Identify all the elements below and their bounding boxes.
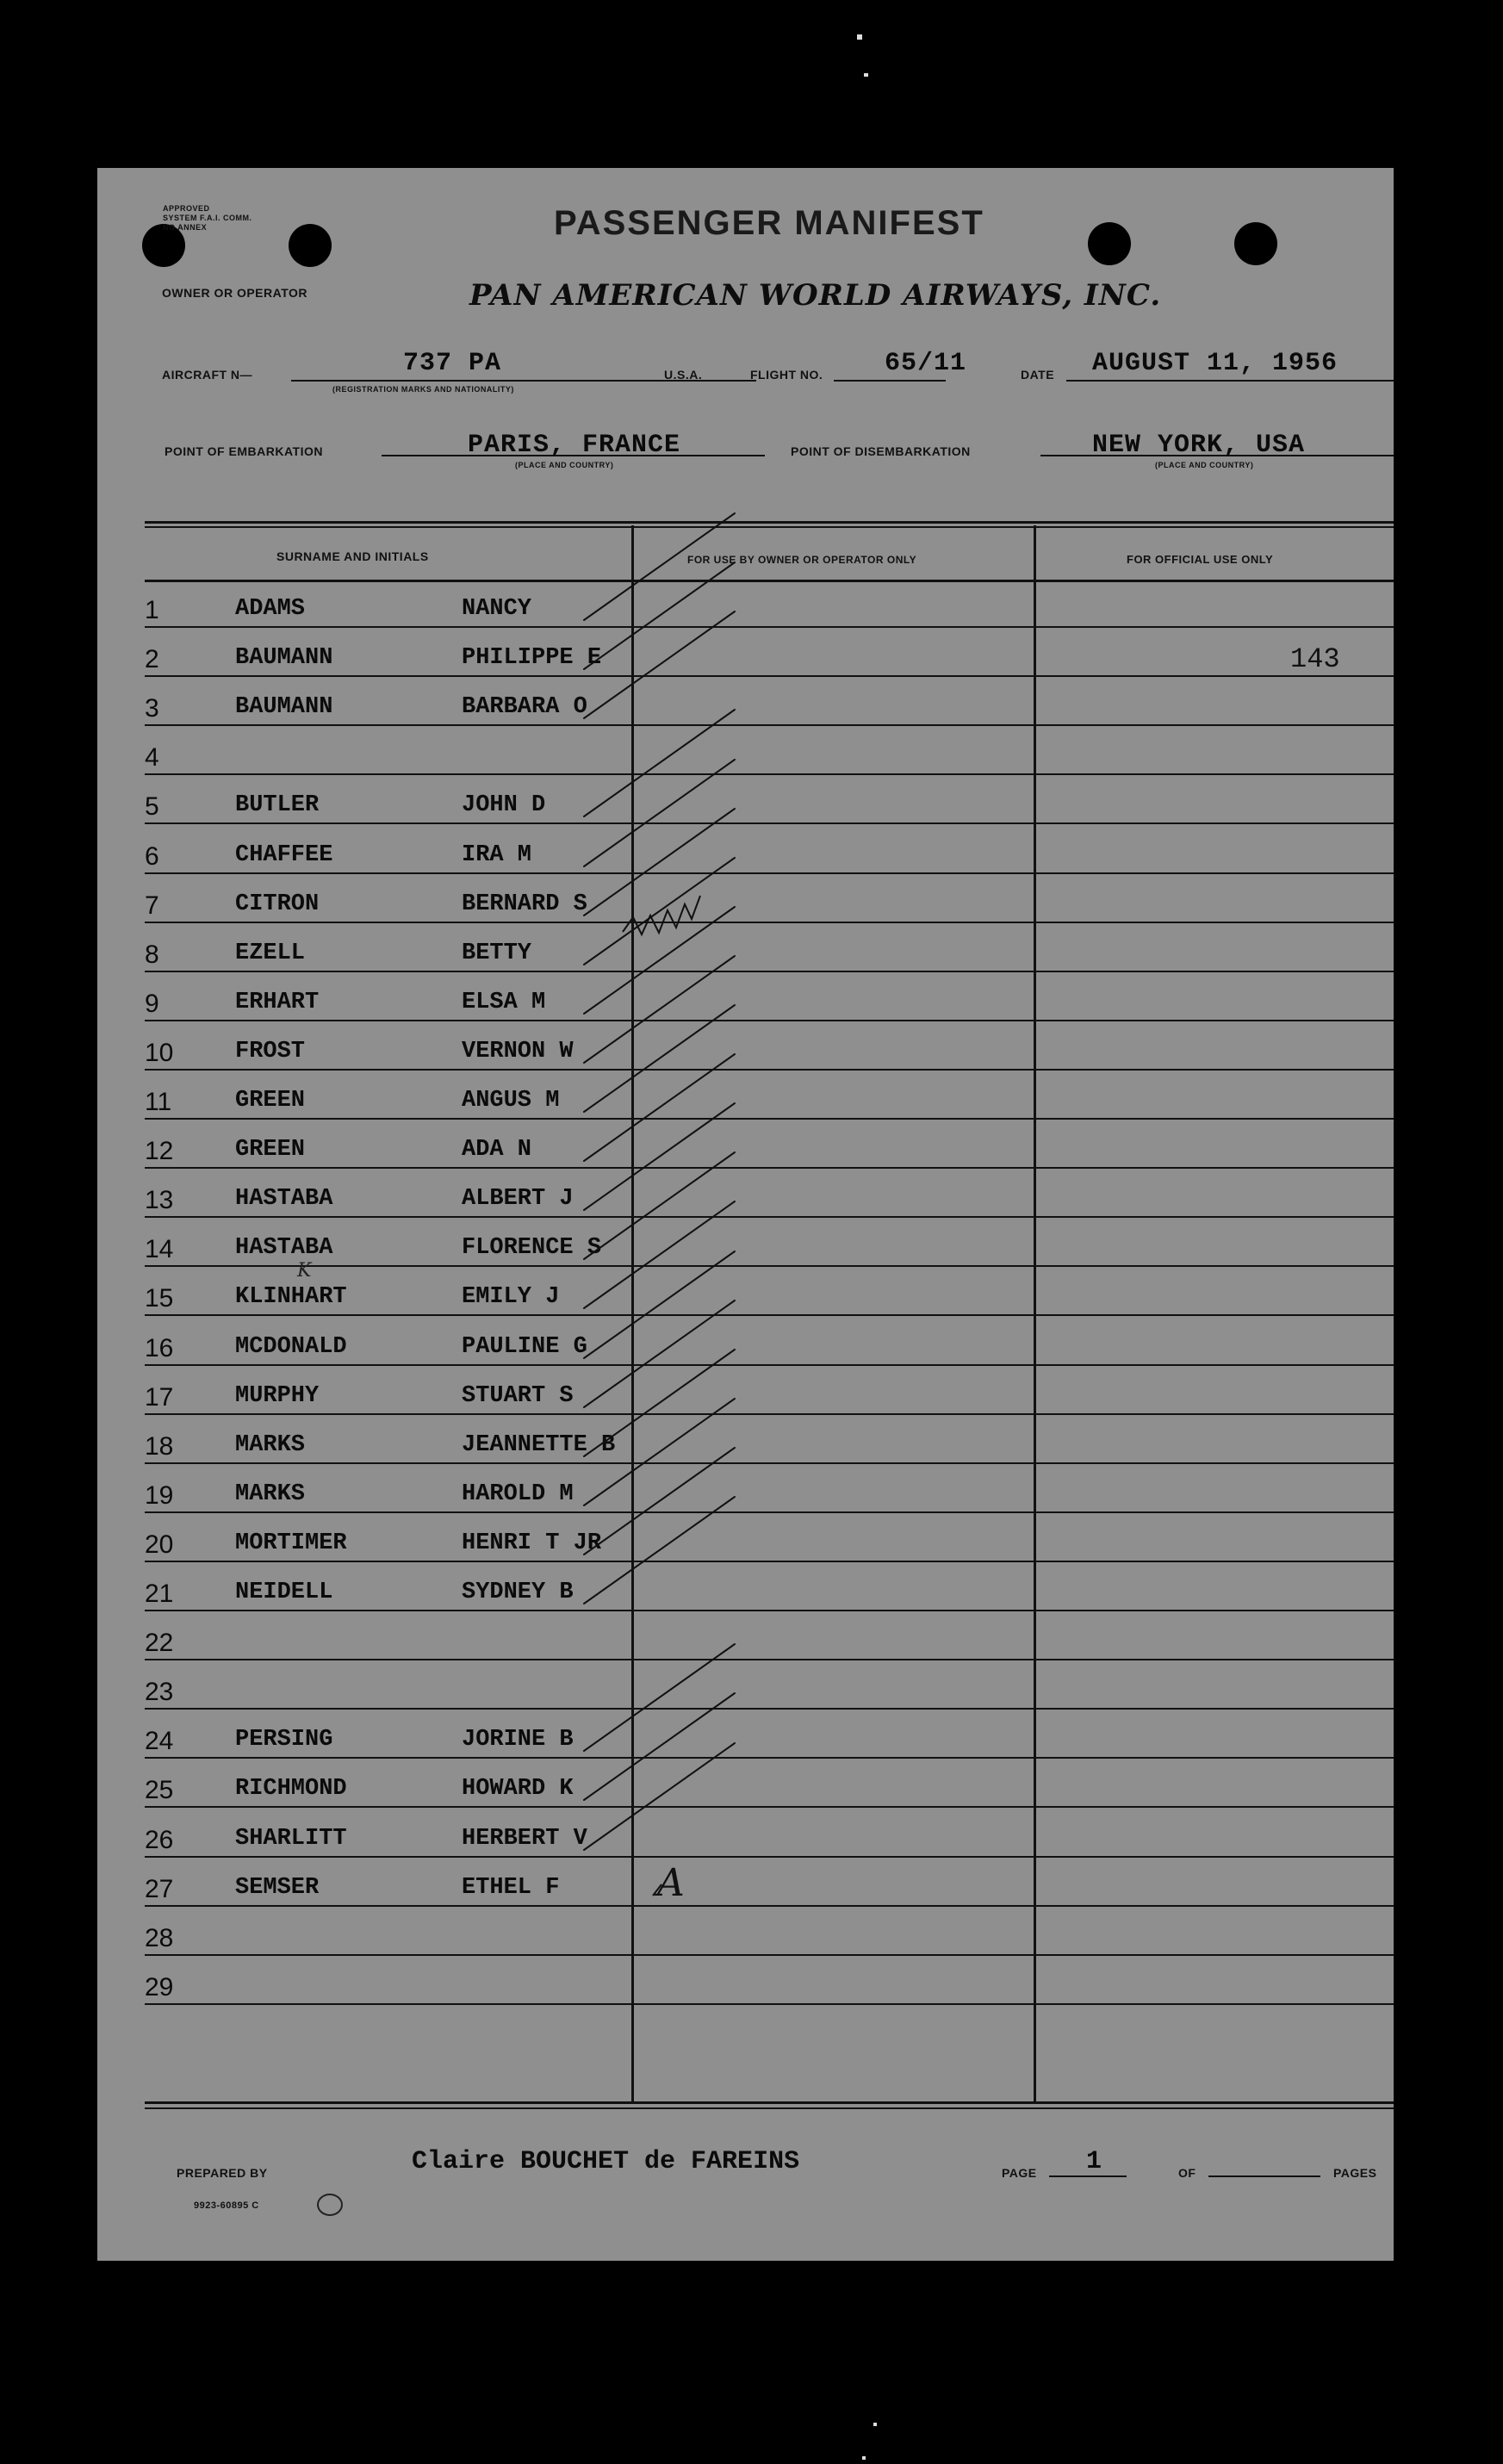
passenger-given-names: HOWARD K <box>462 1776 574 1802</box>
passenger-given-names: ADA N <box>462 1137 532 1163</box>
date-value: AUGUST 11, 1956 <box>1092 349 1338 378</box>
passenger-given-names: JORINE B <box>462 1727 574 1753</box>
passenger-given-names: ANGUS M <box>462 1088 560 1114</box>
disembark-value: NEW YORK, USA <box>1092 431 1306 460</box>
airline-name: PAN AMERICAN WORLD AIRWAYS, INC. <box>469 278 1162 313</box>
scan-speck <box>862 2456 866 2460</box>
owner-check-marks <box>97 168 1394 2261</box>
row-number: 24 <box>145 1727 174 1755</box>
passenger-given-names: BARBARA O <box>462 694 587 720</box>
scan-speck <box>857 34 862 40</box>
handwritten-mark-a: A <box>657 1861 685 1905</box>
scan-speck <box>864 73 868 77</box>
check-mark <box>584 1054 735 1161</box>
passenger-surname: HASTABA <box>235 1235 333 1261</box>
row-number: 12 <box>145 1137 174 1165</box>
column-header-owner: FOR USE BY OWNER OR OPERATOR ONLY <box>687 554 917 566</box>
passenger-surname: ERHART <box>235 990 320 1015</box>
check-mark <box>584 1103 735 1210</box>
passenger-given-names: HAROLD M <box>462 1481 574 1507</box>
row-number: 29 <box>145 1973 174 2002</box>
passenger-given-names: FLORENCE S <box>462 1235 602 1261</box>
passenger-surname: HASTABA <box>235 1186 333 1212</box>
check-mark <box>584 710 735 816</box>
handwritten-correction-k: K <box>297 1260 312 1282</box>
row-number: 16 <box>145 1334 174 1362</box>
passenger-surname: MCDONALD <box>235 1334 347 1360</box>
passenger-surname: PERSING <box>235 1727 333 1753</box>
check-mark <box>584 760 735 866</box>
check-mark <box>584 956 735 1063</box>
passenger-surname: CITRON <box>235 891 320 917</box>
passenger-surname: MARKS <box>235 1481 306 1507</box>
passenger-given-names: SYDNEY B <box>462 1580 574 1605</box>
union-label-icon <box>317 2194 343 2216</box>
row-number: 7 <box>145 891 159 920</box>
passenger-surname: MURPHY <box>235 1383 320 1409</box>
passenger-surname: GREEN <box>235 1137 306 1163</box>
passenger-given-names: IRA M <box>462 842 532 868</box>
aircraft-value: 737 PA <box>403 349 502 378</box>
passenger-given-names: NANCY <box>462 596 532 622</box>
row-number: 1 <box>145 596 159 624</box>
passenger-given-names: STUART S <box>462 1383 574 1409</box>
row-number: 17 <box>145 1383 174 1412</box>
embark-value: PARIS, FRANCE <box>468 431 681 460</box>
flight-label: FLIGHT NO. <box>750 368 823 382</box>
page-title: PASSENGER MANIFEST <box>554 204 984 242</box>
embark-note: (PLACE AND COUNTRY) <box>515 461 614 469</box>
passenger-surname: EZELL <box>235 940 306 966</box>
passenger-surname: NEIDELL <box>235 1580 333 1605</box>
check-mark <box>584 1448 735 1555</box>
row-number: 22 <box>145 1629 174 1657</box>
check-mark <box>584 907 735 1014</box>
check-mark <box>584 1152 735 1259</box>
row-number: 28 <box>145 1924 174 1952</box>
passenger-given-names: HENRI T JR <box>462 1530 602 1556</box>
column-header-official: FOR OFFICIAL USE ONLY <box>1127 553 1274 566</box>
check-mark <box>584 562 735 669</box>
registration-note: (REGISTRATION MARKS AND NATIONALITY) <box>332 385 514 394</box>
approved-line-2: SYSTEM F.A.I. COMM. <box>163 214 252 222</box>
row-number: 27 <box>145 1875 174 1903</box>
passenger-given-names: PAULINE G <box>462 1334 587 1360</box>
passenger-surname: MORTIMER <box>235 1530 347 1556</box>
row-number: 20 <box>145 1530 174 1559</box>
passenger-surname: KLINHART <box>235 1284 347 1310</box>
form-number: 9923-60895 C <box>194 2200 259 2211</box>
check-mark <box>584 1201 735 1308</box>
scan-speck <box>873 2423 877 2426</box>
row-number: 26 <box>145 1826 174 1854</box>
passenger-surname: MARKS <box>235 1432 306 1458</box>
check-mark <box>584 1300 735 1407</box>
passenger-given-names: VERNON W <box>462 1039 574 1064</box>
passenger-surname: BUTLER <box>235 792 320 818</box>
row-number: 19 <box>145 1481 174 1510</box>
pages-label: PAGES <box>1333 2166 1377 2180</box>
check-mark <box>584 1693 735 1800</box>
check-mark <box>584 611 735 718</box>
passenger-given-names: JEANNETTE B <box>462 1432 616 1458</box>
row-number: 14 <box>145 1235 174 1263</box>
row-number: 3 <box>145 694 159 723</box>
manifest-sheet <box>97 168 1394 2261</box>
disembark-label: POINT OF DISEMBARKATION <box>791 444 971 458</box>
passenger-given-names: PHILIPPE E <box>462 645 602 671</box>
passenger-given-names: BERNARD S <box>462 891 587 917</box>
passenger-given-names: BETTY <box>462 940 532 966</box>
check-mark <box>584 1350 735 1456</box>
page-label: PAGE <box>1002 2166 1037 2180</box>
check-mark <box>584 1497 735 1604</box>
passenger-surname: CHAFFEE <box>235 842 333 868</box>
row-number: 25 <box>145 1776 174 1804</box>
aircraft-label: AIRCRAFT N— <box>162 368 253 382</box>
passenger-given-names: ELSA M <box>462 990 546 1015</box>
check-mark <box>584 513 735 620</box>
row-number: 15 <box>145 1284 174 1313</box>
passenger-surname: RICHMOND <box>235 1776 347 1802</box>
row-number: 18 <box>145 1432 174 1461</box>
passenger-surname: GREEN <box>235 1088 306 1114</box>
row-number: 21 <box>145 1580 174 1608</box>
passenger-surname: BAUMANN <box>235 694 333 720</box>
owner-label: OWNER OR OPERATOR <box>162 286 307 300</box>
row-number: 11 <box>145 1088 172 1116</box>
passenger-surname: FROST <box>235 1039 306 1064</box>
check-mark <box>584 1251 735 1358</box>
row-number: 10 <box>145 1039 174 1067</box>
check-mark <box>584 1005 735 1112</box>
check-mark <box>584 1743 735 1850</box>
row-number: 13 <box>145 1186 174 1214</box>
row-number: 6 <box>145 842 159 871</box>
prepared-by-value: Claire BOUCHET de FAREINS <box>412 2147 800 2176</box>
passenger-surname: SEMSER <box>235 1875 320 1901</box>
check-mark <box>584 858 735 965</box>
passenger-surname: BAUMANN <box>235 645 333 671</box>
row-number: 8 <box>145 940 159 969</box>
approved-line-3: NO ANNEX <box>163 223 208 232</box>
check-mark <box>584 1399 735 1505</box>
check-mark <box>584 1644 735 1751</box>
flight-value: 65/11 <box>885 349 967 378</box>
row-number: 5 <box>145 792 159 821</box>
official-use-value: 143 <box>1290 643 1340 675</box>
passenger-surname: ADAMS <box>235 596 306 622</box>
row-number: 9 <box>145 990 159 1018</box>
approved-line-1: APPROVED <box>163 204 210 213</box>
column-header-surname: SURNAME AND INITIALS <box>276 549 429 563</box>
row-number: 23 <box>145 1678 174 1706</box>
page-value: 1 <box>1086 2147 1102 2176</box>
passenger-given-names: EMILY J <box>462 1284 560 1310</box>
disembark-note: (PLACE AND COUNTRY) <box>1155 461 1254 469</box>
of-label: OF <box>1178 2166 1196 2180</box>
passenger-given-names: HERBERT V <box>462 1826 587 1852</box>
row-number: 4 <box>145 743 159 772</box>
of-underline <box>1208 2175 1320 2177</box>
usa-label: U.S.A. <box>664 368 703 382</box>
prepared-by-label: PREPARED BY <box>177 2166 268 2180</box>
passenger-given-names: ETHEL F <box>462 1875 560 1901</box>
passenger-given-names: JOHN D <box>462 792 546 818</box>
row-number: 2 <box>145 645 159 673</box>
date-label: DATE <box>1021 368 1055 382</box>
check-mark <box>584 809 735 915</box>
embark-label: POINT OF EMBARKATION <box>165 444 323 458</box>
passenger-surname: SHARLITT <box>235 1826 347 1852</box>
passenger-given-names: ALBERT J <box>462 1186 574 1212</box>
